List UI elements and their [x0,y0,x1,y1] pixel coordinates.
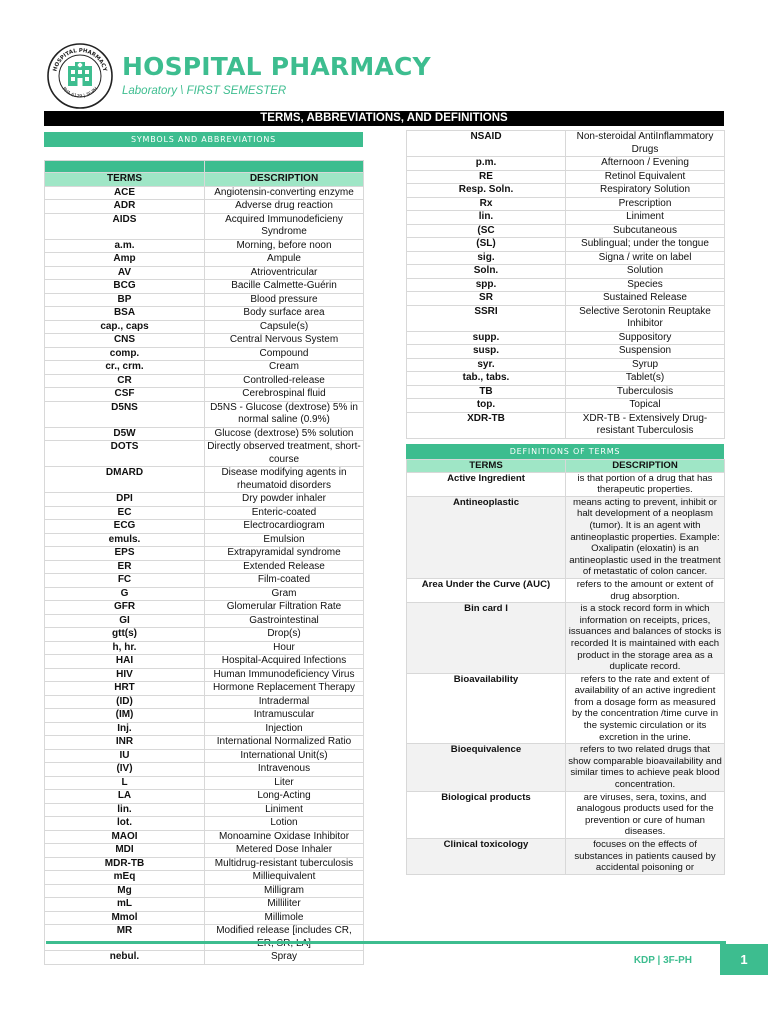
table-row [45,374,364,388]
footer-label: KDP | 3F-PH [633,955,692,966]
table-row [45,441,364,467]
abbreviations-table [44,160,364,965]
term-cell: top. [407,399,566,413]
term-cell: AV [45,266,205,280]
page-subtitle: Laboratory \ FIRST SEMESTER [122,85,287,97]
description-cell: Sublingual; under the tongue [566,238,725,252]
description-cell: Disease modifying agents in rheumatoid disorders [205,467,364,493]
term-cell: susp. [407,345,566,359]
term-cell: Resp. Soln. [407,184,566,198]
table-row [45,239,364,253]
table-row [407,345,725,359]
description-cell: Compound [205,347,364,361]
term-cell: Biological products [407,791,566,838]
description-cell: Atrioventricular [205,266,364,280]
description-cell: Respiratory Solution [566,184,725,198]
table-row [407,238,725,252]
table-row [407,358,725,372]
table-row [45,628,364,642]
description-cell: Liniment [205,803,364,817]
description-cell: Extrapyramidal syndrome [205,547,364,561]
description-cell: focuses on the effects of substances in patients caused by accidental poisoning or [566,839,725,875]
description-cell: Liniment [566,211,725,225]
description-cell: Electrocardiogram [205,520,364,534]
term-cell: Area Under the Curve (AUC) [407,578,566,602]
term-cell: BP [45,293,205,307]
description-cell: refers to two related drugs that show comparable bioavailability and similar times to achieve peak blood concentration. [566,744,725,791]
description-cell: Directly observed treatment, short-course [205,441,364,467]
term-cell: GI [45,614,205,628]
term-cell: syr. [407,358,566,372]
table-header-row [45,173,364,187]
term-cell: HIV [45,668,205,682]
svg-text:PHA 6129 | 3F-PH: PHA 6129 | 3F-PH [60,86,100,100]
description-cell: Glucose (dextrose) 5% solution [205,427,364,441]
table-row [407,603,725,674]
table-row [45,293,364,307]
term-cell: sig. [407,251,566,265]
description-cell: Tablet(s) [566,372,725,386]
description-cell: Intravenous [205,763,364,777]
description-cell: Ampule [205,253,364,267]
table-row [45,682,364,696]
description-cell: Extended Release [205,560,364,574]
table-row [407,184,725,198]
description-cell: Cerebrospinal fluid [205,388,364,402]
description-cell: Tuberculosis [566,385,725,399]
col-header-terms: TERMS [45,173,205,187]
description-cell: Lotion [205,817,364,831]
col-header-description: DESCRIPTION [205,173,364,187]
term-cell: ECG [45,520,205,534]
table-row [45,266,364,280]
table-row [407,839,725,875]
description-cell: Controlled-release [205,374,364,388]
description-cell: Species [566,278,725,292]
term-cell: GFR [45,601,205,615]
description-cell: Monoamine Oxidase Inhibitor [205,830,364,844]
description-cell: Emulsion [205,533,364,547]
term-cell: lin. [45,803,205,817]
term-cell: MDR-TB [45,857,205,871]
table-row [45,253,364,267]
description-cell: Hormone Replacement Therapy [205,682,364,696]
term-cell: NSAID [407,131,566,157]
table-row [407,578,725,602]
table-spacer-row [45,161,364,173]
table-row [45,668,364,682]
table-row [45,401,364,427]
term-cell: SR [407,292,566,306]
description-cell: Body surface area [205,307,364,321]
table-row [45,830,364,844]
description-cell: Injection [205,722,364,736]
term-cell: (SL) [407,238,566,252]
table-row [45,320,364,334]
description-cell: Milliequivalent [205,871,364,885]
description-cell: Sustained Release [566,292,725,306]
description-cell: Syrup [566,358,725,372]
description-cell: is a stock record form in which information on receipts, prices, issuances and balances of stocks is recorded It is maintained with each product in the storage area as a duplicate record. [566,603,725,674]
term-cell: (IV) [45,763,205,777]
description-cell: Topical [566,399,725,413]
term-cell: D5W [45,427,205,441]
description-cell: Intradermal [205,695,364,709]
table-row [407,224,725,238]
term-cell: DMARD [45,467,205,493]
term-cell: EC [45,506,205,520]
table-row [45,506,364,520]
term-cell: D5NS [45,401,205,427]
description-cell: Retinol Equivalent [566,170,725,184]
col-header-description: DESCRIPTION [566,460,725,473]
table-row [407,265,725,279]
term-cell: supp. [407,331,566,345]
description-cell: Selective Serotonin Reuptake Inhibitor [566,305,725,331]
table-row [45,951,364,965]
term-cell: AIDS [45,213,205,239]
table-row [45,560,364,574]
table-row [45,347,364,361]
table-row [45,911,364,925]
svg-text:HOSPITAL PHARMACY: HOSPITAL PHARMACY [52,47,108,73]
term-cell: SSRI [407,305,566,331]
term-cell: CR [45,374,205,388]
description-cell: Liter [205,776,364,790]
description-cell: Milliliter [205,898,364,912]
term-cell: Soln. [407,265,566,279]
term-cell: cr., crm. [45,361,205,375]
table-row [45,871,364,885]
term-cell: ACE [45,186,205,200]
definitions-table [406,459,725,875]
description-cell: Film-coated [205,574,364,588]
term-cell: Active Ingredient [407,472,566,496]
description-cell: Hour [205,641,364,655]
description-cell: Signa / write on label [566,251,725,265]
table-row [45,533,364,547]
table-row [45,200,364,214]
term-cell: Bin card I [407,603,566,674]
description-cell: Non-steroidal AntiInflammatory Drugs [566,131,725,157]
table-row [45,467,364,493]
description-cell: Capsule(s) [205,320,364,334]
term-cell: ER [45,560,205,574]
term-cell: emuls. [45,533,205,547]
table-row [45,844,364,858]
description-cell: Gram [205,587,364,601]
table-row [407,385,725,399]
term-cell: gtt(s) [45,628,205,642]
table-row [45,884,364,898]
table-row [45,709,364,723]
term-cell: DOTS [45,441,205,467]
table-row [45,641,364,655]
table-row [45,749,364,763]
description-cell: Angiotensin-converting enzyme [205,186,364,200]
table-header-row [407,460,725,473]
table-row [45,186,364,200]
description-cell: Prescription [566,197,725,211]
description-cell: Enteric-coated [205,506,364,520]
description-cell: Cream [205,361,364,375]
term-cell: RE [407,170,566,184]
table-row [45,213,364,239]
term-cell: Inj. [45,722,205,736]
description-cell: Blood pressure [205,293,364,307]
term-cell: BSA [45,307,205,321]
term-cell: lin. [407,211,566,225]
description-cell: Millimole [205,911,364,925]
term-cell: DPI [45,493,205,507]
description-cell: Drop(s) [205,628,364,642]
description-cell: Metered Dose Inhaler [205,844,364,858]
term-cell: INR [45,736,205,750]
table-row [45,857,364,871]
symbols-section-title: SYMBOLS AND ABBREVIATIONS [44,132,363,147]
term-cell: IU [45,749,205,763]
term-cell: CNS [45,334,205,348]
col-header-terms: TERMS [407,460,566,473]
term-cell: p.m. [407,157,566,171]
term-cell: Bioequivalence [407,744,566,791]
term-cell: h, hr. [45,641,205,655]
table-row [407,673,725,744]
table-row [407,131,725,157]
table-row [45,388,364,402]
term-cell: EPS [45,547,205,561]
table-row [45,493,364,507]
description-cell: Subcutaneous [566,224,725,238]
table-row [407,251,725,265]
table-row [45,803,364,817]
description-cell: Afternoon / Evening [566,157,725,171]
description-cell: D5NS - Glucose (dextrose) 5% in normal saline (0.9%) [205,401,364,427]
term-cell: mEq [45,871,205,885]
table-row [407,744,725,791]
table-row [407,791,725,838]
table-row [45,587,364,601]
term-cell: HAI [45,655,205,669]
term-cell: (IM) [45,709,205,723]
table-row [45,614,364,628]
description-cell: refers to the rate and extent of availability of an active ingredient from a dosage form as measured by the concentration /time curve in the systemic circulation or its excretion in the urine. [566,673,725,744]
term-cell: lot. [45,817,205,831]
term-cell: HRT [45,682,205,696]
term-cell: XDR-TB [407,412,566,438]
term-cell: TB [407,385,566,399]
table-row [45,547,364,561]
description-cell: Morning, before noon [205,239,364,253]
term-cell: Amp [45,253,205,267]
table-row [407,305,725,331]
description-cell: Modified release [includes CR, [205,925,364,951]
description-cell: Spray [205,951,364,965]
term-cell: L [45,776,205,790]
table-row [45,898,364,912]
description-cell: Long-Acting [205,790,364,804]
term-cell: CSF [45,388,205,402]
description-cell: Dry powder inhaler [205,493,364,507]
term-cell: MAOI [45,830,205,844]
table-row [407,399,725,413]
table-row [45,655,364,669]
page-number: 1 [720,944,768,975]
description-cell: Gastrointestinal [205,614,364,628]
table-row [407,170,725,184]
table-row [407,331,725,345]
section-band-title: TERMS, ABBREVIATIONS, AND DEFINITIONS [44,111,724,126]
table-row [407,211,725,225]
term-cell: tab., tabs. [407,372,566,386]
abbreviations-table-continued [406,130,725,439]
table-row [45,334,364,348]
description-cell: Intramuscular [205,709,364,723]
term-cell: spp. [407,278,566,292]
table-row [45,763,364,777]
table-row [45,736,364,750]
table-row [407,472,725,496]
term-cell: FC [45,574,205,588]
term-cell: LA [45,790,205,804]
table-row [407,292,725,306]
page-title: HOSPITAL PHARMACY [122,52,431,81]
table-row [407,197,725,211]
table-row [45,925,364,951]
table-row [45,280,364,294]
description-cell: Human Immunodeficiency Virus [205,668,364,682]
table-row [45,427,364,441]
term-cell: a.m. [45,239,205,253]
description-cell: International Normalized Ratio [205,736,364,750]
hospital-pharmacy-logo [46,42,114,110]
table-row [45,361,364,375]
table-row [45,307,364,321]
description-cell: Acquired Immunodeficieny Syndrome [205,213,364,239]
table-row [45,520,364,534]
table-row [45,695,364,709]
table-row [407,496,725,578]
description-cell: Hospital-Acquired Infections [205,655,364,669]
term-cell: G [45,587,205,601]
table-row [45,776,364,790]
description-cell: is that portion of a drug that has therapeutic properties. [566,472,725,496]
description-cell: International Unit(s) [205,749,364,763]
description-cell: Suspension [566,345,725,359]
term-cell: mL [45,898,205,912]
term-cell: Bioavailability [407,673,566,744]
description-cell: Suppository [566,331,725,345]
description-cell: are viruses, sera, toxins, and analogous products used for the prevention or cure of human diseases. [566,791,725,838]
footer-divider [46,941,726,944]
table-row [407,278,725,292]
description-cell: XDR-TB - Extensively Drug-resistant Tuberculosis [566,412,725,438]
term-cell: Antineoplastic [407,496,566,578]
description-cell: means acting to prevent, inhibit or halt development of a neoplasm (tumor). It is an agent with antineoplastic properties. Example: Oxalipatin (eloxatin) is an antineoplastic used in the treatment of metastatic of colon cancer. [566,496,725,578]
term-cell: MDI [45,844,205,858]
description-cell: Solution [566,265,725,279]
table-row [45,601,364,615]
term-cell: Mmol [45,911,205,925]
term-cell: nebul. [45,951,205,965]
table-row [45,574,364,588]
term-cell: comp. [45,347,205,361]
description-cell: Milligram [205,884,364,898]
term-cell: Rx [407,197,566,211]
term-cell: MR [45,925,205,951]
term-cell: (ID) [45,695,205,709]
description-cell: Multidrug-resistant tuberculosis [205,857,364,871]
description-cell: Bacille Calmette-Guérin [205,280,364,294]
description-cell: Adverse drug reaction [205,200,364,214]
table-row [407,157,725,171]
table-row [45,817,364,831]
table-row [407,372,725,386]
term-cell: ADR [45,200,205,214]
term-cell: cap., caps [45,320,205,334]
term-cell: (SC [407,224,566,238]
term-cell: Mg [45,884,205,898]
description-cell: Central Nervous System [205,334,364,348]
table-row [45,790,364,804]
definitions-section-title: DEFINITIONS OF TERMS [406,444,724,459]
table-row [407,412,725,438]
description-cell: refers to the amount or extent of drug absorption. [566,578,725,602]
term-cell: Clinical toxicology [407,839,566,875]
term-cell: BCG [45,280,205,294]
description-cell: Glomerular Filtration Rate [205,601,364,615]
table-row [45,722,364,736]
